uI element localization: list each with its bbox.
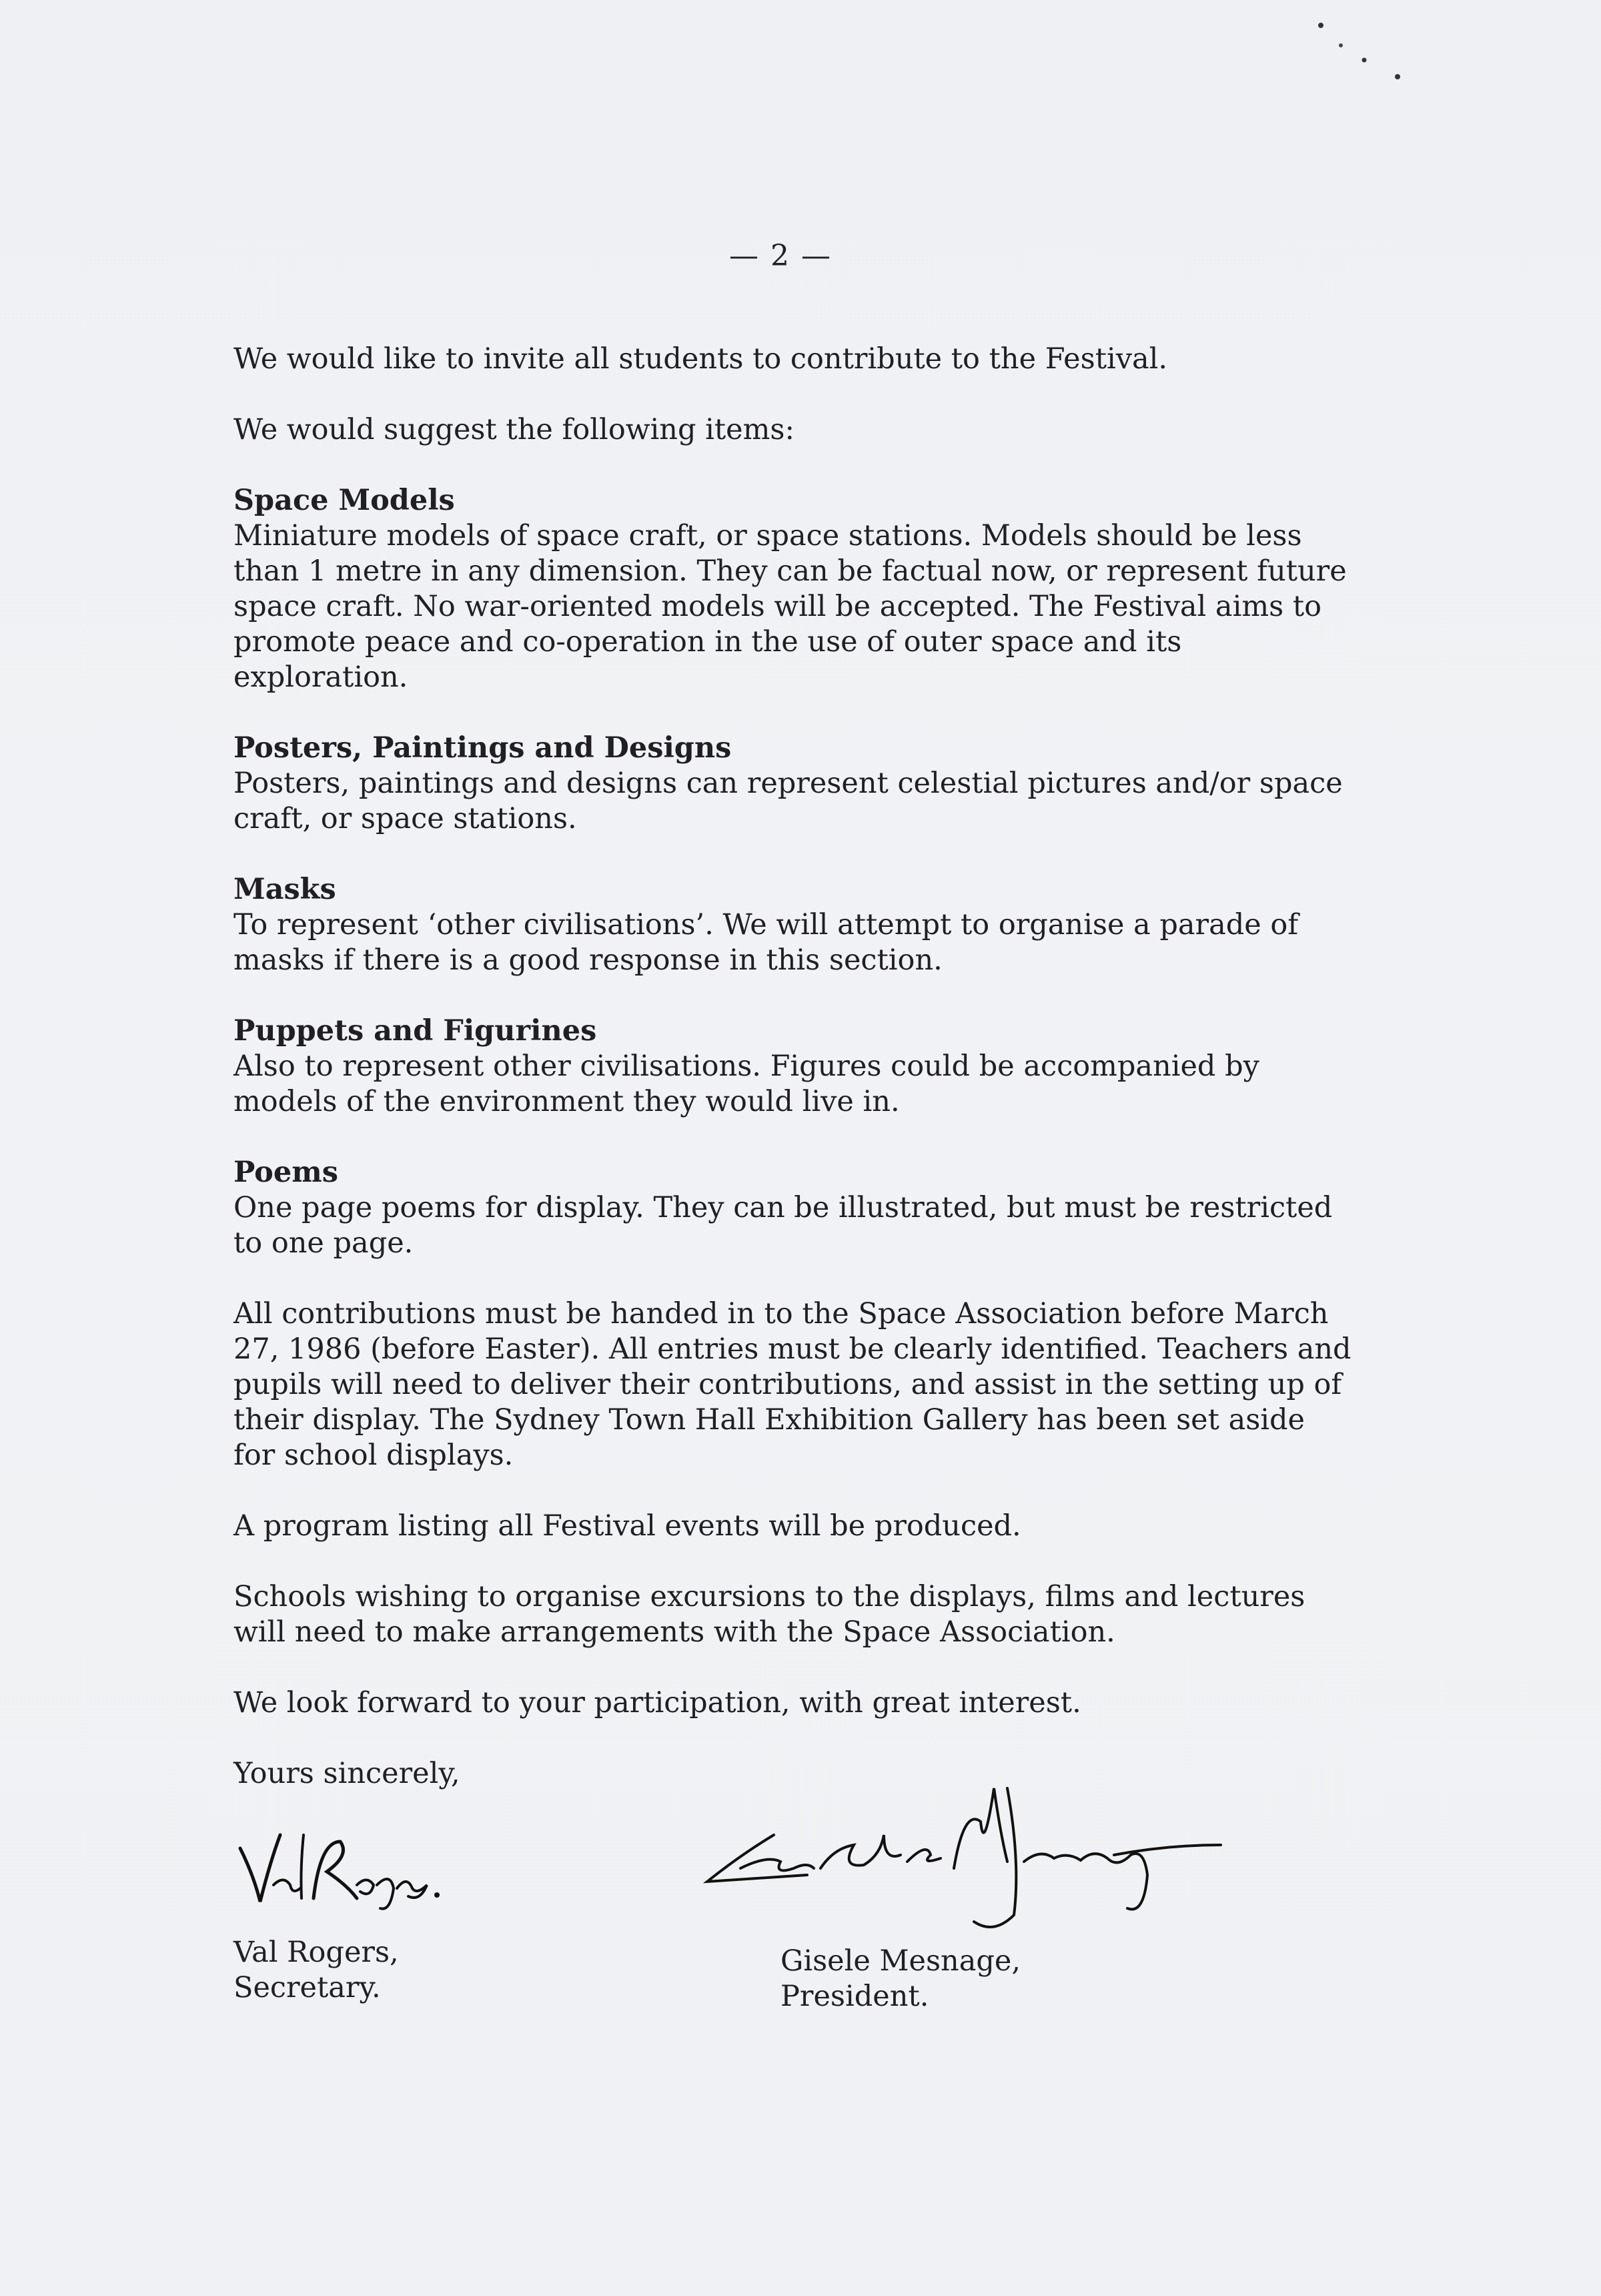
section-posters — [233, 731, 1354, 837]
corner-marks — [1307, 13, 1414, 93]
signatory-president — [780, 1944, 1247, 2014]
closing-paragraph: We look forward to your participation, with great interest. — [233, 1686, 1081, 1719]
signatory-secretary — [233, 1935, 700, 2006]
section-poems — [233, 1155, 1354, 1261]
section-text: One page poems for display. They can be illustrated, but must be restricted to one page. — [233, 1191, 1333, 1260]
signature-gisele-mesnage — [700, 1782, 1234, 1942]
section-masks — [233, 872, 1354, 978]
closing-paragraphs — [233, 1296, 1354, 1792]
section-title: Masks — [233, 873, 336, 906]
section-title: Poems — [233, 1156, 338, 1189]
letter-body — [233, 342, 1354, 1827]
section-title: Space Models — [233, 484, 455, 517]
signatory-title: Secretary. — [233, 1971, 381, 2004]
signatory-title: President. — [780, 1980, 929, 2013]
signatory-name: Val Rogers, — [233, 1936, 399, 1969]
section-title: Puppets and Figurines — [233, 1014, 597, 1048]
closing-paragraph: All contributions must be handed in to the Space Association before March 27, 1986 (before Easter). All entries must be clearly identified. Teachers and pupils will need to deliver their contributions, and assist in the setting up of their display. The Sydney Town Hall Exhibition Gallery has been set aside for school displays. — [233, 1297, 1352, 1472]
intro-paragraph: We would suggest the following items: — [233, 413, 794, 446]
closing-paragraph: Schools wishing to organise excursions to the displays, films and lectures will need to make arrangements with the Space Association. — [233, 1580, 1305, 1649]
signatory-name: Gisele Mesnage, — [780, 1944, 1021, 1978]
page-number: — 2 — — [729, 239, 832, 273]
section-text: Posters, paintings and designs can represent celestial pictures and/or space craft, or space stations. — [233, 767, 1343, 835]
section-text: To represent ‘other civilisations’. We will attempt to organise a parade of masks if there is a good response in this section. — [233, 908, 1299, 977]
section-title: Posters, Paintings and Designs — [233, 731, 732, 765]
section-puppets — [233, 1014, 1354, 1120]
section-text: Also to represent other civilisations. Figures could be accompanied by models of the environment they would live in. — [233, 1050, 1259, 1118]
intro-paragraph: We would like to invite all students to contribute to the Festival. — [233, 342, 1168, 376]
closing-paragraph: A program listing all Festival events will be produced. — [233, 1509, 1021, 1543]
section-text: Miniature models of space craft, or space stations. Models should be less than 1 metre in any dimension. They can be factual now, or represent future space craft. No war-oriented models will be accepted. The Festival aims to promote peace and co-operation in the use of outer space and its exploration. — [233, 519, 1347, 694]
signature-val-rogers — [233, 1822, 447, 1915]
sign-off: Yours sincerely, — [233, 1757, 460, 1790]
section-space-models — [233, 483, 1354, 695]
